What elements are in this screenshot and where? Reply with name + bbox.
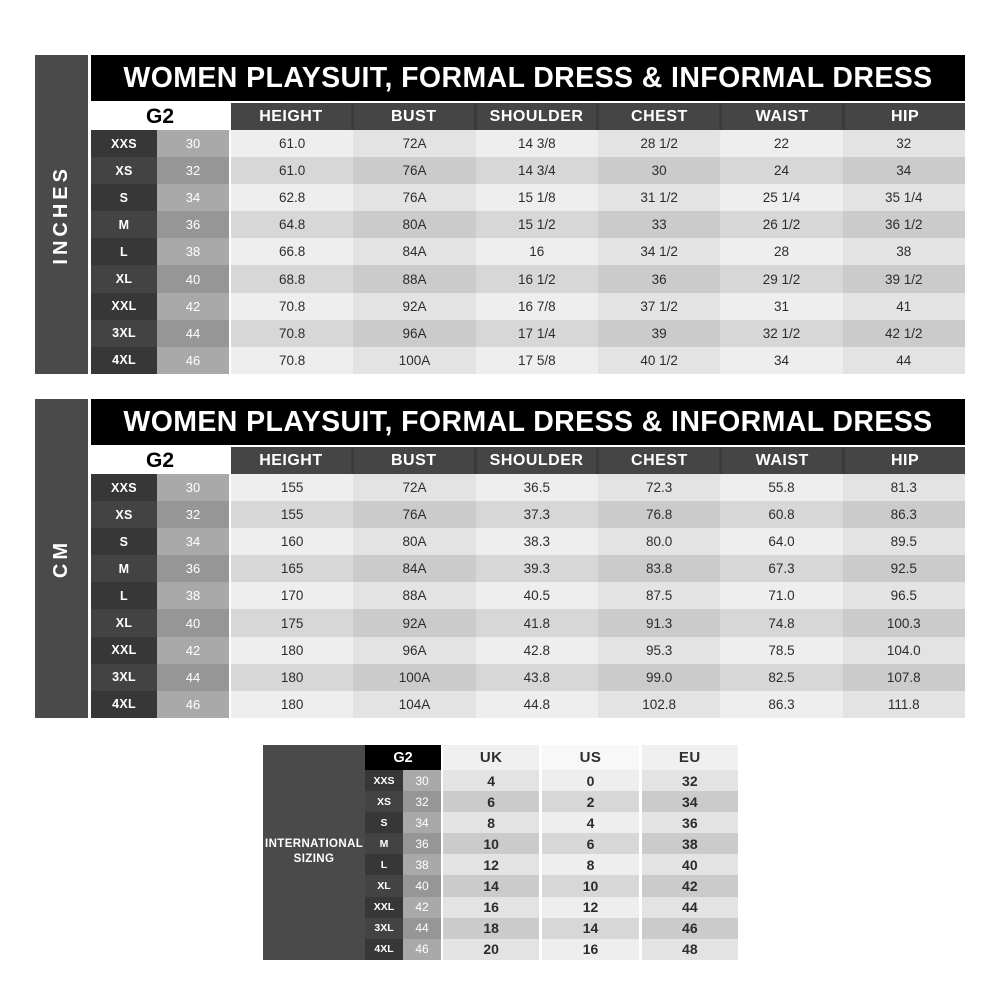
measurement-cell: 38 [642,833,738,854]
measurement-cell: 14 [443,875,539,896]
column-headers [231,447,965,474]
g2-size-cell: 36 [403,833,441,854]
size-cell: XXL [91,293,157,320]
measurement-cell: 39.3 [476,555,598,582]
table-row [91,347,965,374]
column-headers [443,745,738,770]
measurement-cell: 43.8 [476,664,598,691]
measurement-cell: 87.5 [598,582,720,609]
measurement-cell: 10 [542,875,638,896]
table-rows [91,130,965,374]
table-title: WOMEN PLAYSUIT, FORMAL DRESS & INFORMAL DRESS [91,399,965,445]
g2-size-cell: 30 [157,474,229,501]
measurement-cell: 12 [542,897,638,918]
size-cell: M [365,833,403,854]
measurement-cell: 25 1/4 [720,184,842,211]
g2-size-cell: 34 [157,184,229,211]
measurement-cell: 0 [542,770,638,791]
column-header: UK [443,745,539,770]
size-cell: XXL [91,637,157,664]
size-cell: XXS [91,474,157,501]
size-cell: S [91,184,157,211]
measurement-cell: 39 1/2 [843,265,965,292]
measurement-cells [231,320,965,347]
measurement-cells [231,637,965,664]
g2-size-cell: 44 [403,918,441,939]
measurement-cell: 14 [542,918,638,939]
measurement-cells [231,211,965,238]
table-row [91,157,965,184]
table-rows [365,770,738,960]
measurement-cell: 4 [542,812,638,833]
g2-size-cell: 44 [157,664,229,691]
g2-size-cell: 38 [403,854,441,875]
measurement-cell: 48 [642,939,738,960]
measurement-cell: 84A [353,555,475,582]
measurement-cell: 107.8 [843,664,965,691]
column-header: CHEST [596,447,719,474]
g2-size-cell: 44 [157,320,229,347]
g2-size-cell: 30 [403,770,441,791]
measurement-cells [231,130,965,157]
measurement-cell: 8 [542,854,638,875]
measurement-cell: 37 1/2 [598,293,720,320]
inches-unit-sidebar [35,55,88,374]
measurement-cells [443,812,738,833]
measurement-cells [231,555,965,582]
measurement-cell: 30 [598,157,720,184]
table-row [91,501,965,528]
column-header: US [542,745,638,770]
measurement-cell: 74.8 [720,609,842,636]
g2-header: G2 [365,745,441,770]
table-rows [91,474,965,718]
table-row [91,637,965,664]
table-row [365,897,738,918]
measurement-cell: 175 [231,609,353,636]
measurement-cell: 80.0 [598,528,720,555]
measurement-cell: 70.8 [231,347,353,374]
measurement-cell: 29 1/2 [720,265,842,292]
inches-size-table [35,55,965,374]
measurement-cell: 36 [598,265,720,292]
table-row [91,555,965,582]
table-row [91,691,965,718]
measurement-cell: 12 [443,854,539,875]
g2-size-cell: 40 [403,875,441,896]
measurement-cells [231,664,965,691]
measurement-cell: 180 [231,691,353,718]
measurement-cell: 42 1/2 [843,320,965,347]
measurement-cell: 16 [476,238,598,265]
measurement-cells [443,833,738,854]
measurement-cells [443,918,738,939]
column-header: HIP [842,447,965,474]
size-cell: 4XL [365,939,403,960]
measurement-cells [231,474,965,501]
measurement-cell: 31 1/2 [598,184,720,211]
column-headers [231,103,965,130]
measurement-cell: 89.5 [843,528,965,555]
measurement-cell: 100A [353,664,475,691]
measurement-cell: 70.8 [231,293,353,320]
measurement-cell: 6 [443,791,539,812]
measurement-cells [231,238,965,265]
g2-size-cell: 40 [157,265,229,292]
table-row [91,265,965,292]
size-cell: XS [91,501,157,528]
measurement-cell: 14 3/8 [476,130,598,157]
g2-size-cell: 32 [157,501,229,528]
measurement-cell: 16 1/2 [476,265,598,292]
measurement-cell: 16 [542,939,638,960]
measurement-cell: 111.8 [843,691,965,718]
measurement-cell: 35 1/4 [843,184,965,211]
measurement-cells [231,265,965,292]
table-row [365,918,738,939]
measurement-cell: 96.5 [843,582,965,609]
measurement-cells [231,184,965,211]
size-cell: XS [91,157,157,184]
measurement-cell: 28 [720,238,842,265]
size-cell: XXL [365,897,403,918]
size-cell: 3XL [365,918,403,939]
measurement-cell: 92A [353,293,475,320]
table-row [91,664,965,691]
measurement-cell: 32 1/2 [720,320,842,347]
measurement-cell: 80A [353,211,475,238]
g2-size-cell: 32 [403,791,441,812]
g2-size-cell: 32 [157,157,229,184]
measurement-cell: 61.0 [231,157,353,184]
size-cell: S [91,528,157,555]
measurement-cell: 104A [353,691,475,718]
measurement-cells [443,854,738,875]
g2-size-cell: 46 [403,939,441,960]
measurement-cell: 40 [642,854,738,875]
measurement-cells [443,875,738,896]
measurement-cells [231,609,965,636]
measurement-cells [231,691,965,718]
table-row [91,293,965,320]
measurement-cell: 32 [843,130,965,157]
table-row [365,833,738,854]
measurement-cell: 39 [598,320,720,347]
g2-size-cell: 36 [157,555,229,582]
g2-size-cell: 38 [157,238,229,265]
measurement-cell: 96A [353,637,475,664]
size-cell: M [91,211,157,238]
table-row [91,320,965,347]
header-row [91,103,965,130]
measurement-cells [231,582,965,609]
measurement-cell: 42 [642,875,738,896]
g2-size-cell: 42 [403,897,441,918]
measurement-cell: 91.3 [598,609,720,636]
measurement-cell: 76A [353,501,475,528]
international-sizing-table [263,745,738,960]
header-row [365,745,738,770]
table-row [365,875,738,896]
measurement-cell: 80A [353,528,475,555]
measurement-cell: 155 [231,501,353,528]
table-row [91,184,965,211]
size-cell: 3XL [91,320,157,347]
measurement-cell: 84A [353,238,475,265]
measurement-cell: 2 [542,791,638,812]
size-cell: L [365,854,403,875]
measurement-cell: 86.3 [843,501,965,528]
size-cell: 4XL [91,347,157,374]
size-cell: XXS [91,130,157,157]
measurement-cell: 95.3 [598,637,720,664]
measurement-cell: 96A [353,320,475,347]
g2-size-cell: 38 [157,582,229,609]
measurement-cell: 6 [542,833,638,854]
measurement-cell: 15 1/2 [476,211,598,238]
measurement-cell: 92A [353,609,475,636]
g2-size-cell: 34 [157,528,229,555]
international-sizing-sidebar [263,745,365,960]
measurement-cell: 14 3/4 [476,157,598,184]
measurement-cell: 17 1/4 [476,320,598,347]
column-header: HEIGHT [231,447,351,474]
measurement-cells [231,293,965,320]
measurement-cell: 20 [443,939,539,960]
measurement-cell: 100.3 [843,609,965,636]
measurement-cell: 81.3 [843,474,965,501]
measurement-cells [231,501,965,528]
table-row [91,582,965,609]
measurement-cell: 10 [443,833,539,854]
g2-size-cell: 40 [157,609,229,636]
measurement-cell: 17 5/8 [476,347,598,374]
size-cell: 4XL [91,691,157,718]
column-header: HIP [842,103,965,130]
measurement-cell: 37.3 [476,501,598,528]
measurement-cell: 83.8 [598,555,720,582]
measurement-cell: 66.8 [231,238,353,265]
column-header: WAIST [719,447,842,474]
header-row [91,447,965,474]
measurement-cell: 26 1/2 [720,211,842,238]
measurement-cell: 72A [353,474,475,501]
g2-size-cell: 36 [157,211,229,238]
measurement-cell: 76.8 [598,501,720,528]
size-cell: XL [91,609,157,636]
international-sizing-label: INTERNATIONAL SIZING [264,837,364,866]
measurement-cell: 34 [843,157,965,184]
measurement-cell: 16 7/8 [476,293,598,320]
measurement-cell: 64.8 [231,211,353,238]
measurement-cell: 38.3 [476,528,598,555]
measurement-cell: 92.5 [843,555,965,582]
size-cell: 3XL [91,664,157,691]
table-row [91,474,965,501]
measurement-cells [443,897,738,918]
measurement-cell: 38 [843,238,965,265]
measurement-cell: 60.8 [720,501,842,528]
g2-size-cell: 34 [403,812,441,833]
size-cell: XL [91,265,157,292]
table-row [365,812,738,833]
table-row [91,130,965,157]
measurement-cells [231,528,965,555]
table-title: WOMEN PLAYSUIT, FORMAL DRESS & INFORMAL DRESS [91,55,965,101]
measurement-cell: 44 [843,347,965,374]
table-row [365,854,738,875]
measurement-cell: 76A [353,184,475,211]
measurement-cell: 41.8 [476,609,598,636]
measurement-cell: 62.8 [231,184,353,211]
size-cell: L [91,238,157,265]
measurement-cell: 36 [642,812,738,833]
size-cell: S [365,812,403,833]
measurement-cell: 36.5 [476,474,598,501]
g2-size-cell: 30 [157,130,229,157]
measurement-cell: 44 [642,897,738,918]
measurement-cell: 34 1/2 [598,238,720,265]
unit-label: INCHES [50,164,72,265]
measurement-cell: 102.8 [598,691,720,718]
g2-size-cell: 46 [157,347,229,374]
cm-size-table [35,399,965,718]
measurement-cell: 72.3 [598,474,720,501]
column-header: SHOULDER [474,103,597,130]
g2-header: G2 [91,447,229,474]
table-row [91,528,965,555]
table-row [91,238,965,265]
table-row [91,609,965,636]
size-cell: M [91,555,157,582]
size-cell: XXS [365,770,403,791]
g2-size-cell: 42 [157,637,229,664]
measurement-cell: 46 [642,918,738,939]
size-cell: L [91,582,157,609]
size-cell: XL [365,875,403,896]
measurement-cell: 4 [443,770,539,791]
g2-size-cell: 42 [157,293,229,320]
measurement-cell: 68.8 [231,265,353,292]
size-cell: XS [365,791,403,812]
measurement-cell: 41 [843,293,965,320]
measurement-cell: 15 1/8 [476,184,598,211]
measurement-cell: 32 [642,770,738,791]
table-row [365,770,738,791]
measurement-cell: 160 [231,528,353,555]
column-header: SHOULDER [474,447,597,474]
measurement-cell: 8 [443,812,539,833]
measurement-cell: 78.5 [720,637,842,664]
measurement-cell: 28 1/2 [598,130,720,157]
measurement-cell: 165 [231,555,353,582]
measurement-cell: 170 [231,582,353,609]
g2-header: G2 [91,103,229,130]
measurement-cell: 18 [443,918,539,939]
measurement-cell: 70.8 [231,320,353,347]
measurement-cell: 100A [353,347,475,374]
measurement-cells [443,791,738,812]
measurement-cell: 55.8 [720,474,842,501]
measurement-cell: 34 [642,791,738,812]
measurement-cell: 40.5 [476,582,598,609]
column-header: HEIGHT [231,103,351,130]
measurement-cell: 155 [231,474,353,501]
column-header: BUST [351,103,474,130]
column-header: WAIST [719,103,842,130]
measurement-cell: 36 1/2 [843,211,965,238]
measurement-cell: 180 [231,637,353,664]
measurement-cell: 72A [353,130,475,157]
measurement-cell: 16 [443,897,539,918]
unit-label: CM [50,538,72,578]
measurement-cells [443,939,738,960]
measurement-cell: 44.8 [476,691,598,718]
measurement-cell: 31 [720,293,842,320]
cm-unit-sidebar [35,399,88,718]
table-row [365,939,738,960]
measurement-cells [231,347,965,374]
measurement-cell: 180 [231,664,353,691]
measurement-cell: 104.0 [843,637,965,664]
measurement-cell: 24 [720,157,842,184]
measurement-cell: 61.0 [231,130,353,157]
measurement-cell: 67.3 [720,555,842,582]
column-header: BUST [351,447,474,474]
measurement-cells [443,770,738,791]
measurement-cell: 82.5 [720,664,842,691]
table-row [91,211,965,238]
measurement-cell: 64.0 [720,528,842,555]
measurement-cell: 88A [353,582,475,609]
measurement-cell: 99.0 [598,664,720,691]
column-header: CHEST [596,103,719,130]
g2-size-cell: 46 [157,691,229,718]
measurement-cell: 34 [720,347,842,374]
measurement-cell: 42.8 [476,637,598,664]
measurement-cell: 33 [598,211,720,238]
measurement-cell: 71.0 [720,582,842,609]
measurement-cell: 76A [353,157,475,184]
table-row [365,791,738,812]
measurement-cell: 40 1/2 [598,347,720,374]
column-header: EU [642,745,738,770]
measurement-cells [231,157,965,184]
measurement-cell: 22 [720,130,842,157]
measurement-cell: 88A [353,265,475,292]
measurement-cell: 86.3 [720,691,842,718]
